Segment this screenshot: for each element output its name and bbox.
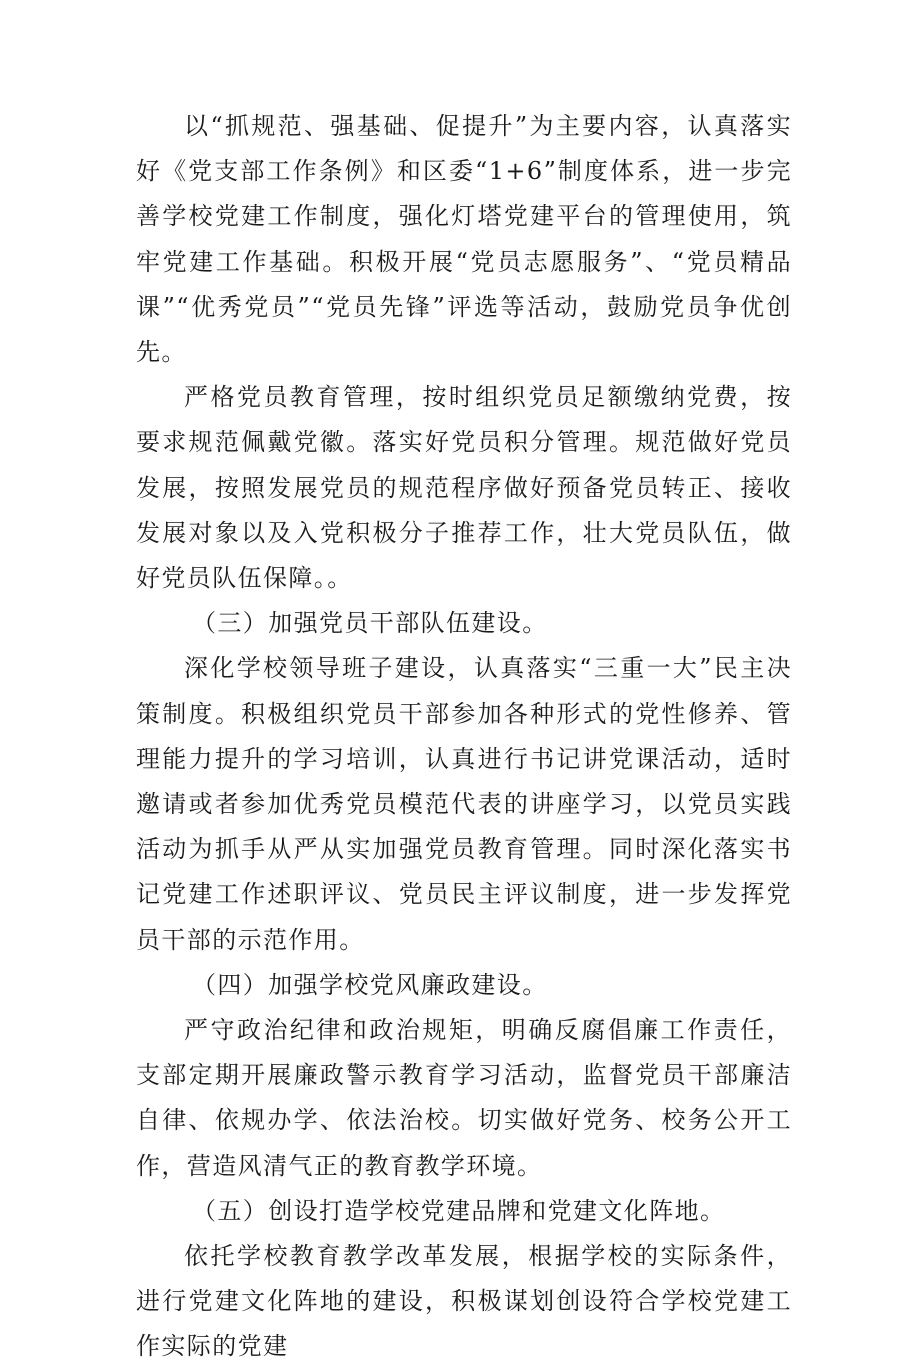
paragraph-member-education: 严格党员教育管理，按时组织党员足额缴纳党费，按要求规范佩戴党徽。落实好党员积分管理。规范做好党员发展，按照发展党员的规范程序做好预备党员转正、接收发展对象以及入党积极分子推荐工作，壮大党员队伍，做好党员队伍保障。。 <box>136 383 792 593</box>
paragraph-political-discipline: 严守政治纪律和政治规矩，明确反腐倡廉工作责任，支部定期开展廉政警示教育学习活动，监督党员干部廉洁自律、依规办学、依法治校。切实做好党务、校务公开工作，营造风清气正的教育教学环境。 <box>136 1016 792 1180</box>
paragraph-party-branch-standards: 以“抓规范、强基础、促提升”为主要内容，认真落实好《党支部工作条例》和区委“1+6”制度体系，进一步完善学校党建工作制度，强化灯塔党建平台的管理使用，筑牢党建工作基础。积极开展“党员志愿服务”、“党员精品课”“优秀党员”“党员先锋”评选等活动，鼓励党员争优创先。 <box>136 112 792 367</box>
section-heading-integrity: （四）加强学校党风廉政建设。 <box>192 970 548 999</box>
section-heading-party-brand: （五）创设打造学校党建品牌和党建文化阵地。 <box>192 1196 726 1225</box>
paragraph-leadership-building: 深化学校领导班子建设，认真落实“三重一大”民主决策制度。积极组织党员干部参加各种形式的党性修养、管理能力提升的学习培训，认真进行书记讲党课活动，适时邀请或者参加优秀党员模范代表的讲座学习，以党员实践活动为抓手从严从实加强党员教育管理。同时深化落实书记党建工作述职评议、党员民主评议制度，进一步发挥党员干部的示范作用。 <box>136 654 792 954</box>
section-heading-cadre-team: （三）加强党员干部队伍建设。 <box>192 609 548 638</box>
paragraph-culture-position: 依托学校教育教学改革发展，根据学校的实际条件，进行党建文化阵地的建设，积极谋划创设符合学校党建工作实际的党建 <box>136 1242 792 1361</box>
document-page <box>136 104 792 1370</box>
